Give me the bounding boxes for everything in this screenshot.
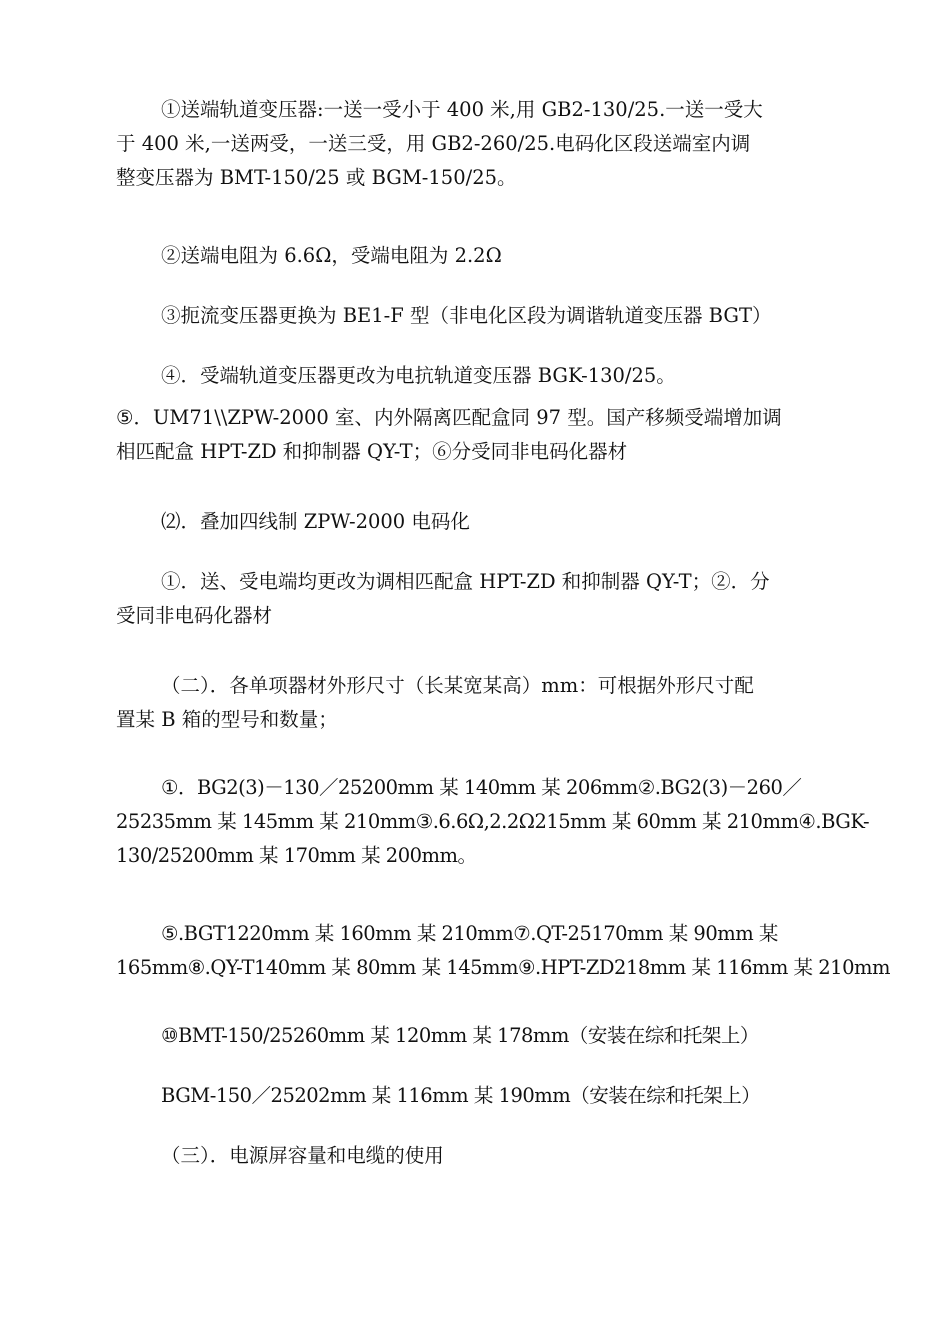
text-line: ①送端轨道变压器:一送一受小于 400 米,用 GB2-130/25.一送一受大 (161, 98, 763, 121)
paragraph-transmitter-transformer (116, 93, 832, 195)
paragraph-choke-transformer (116, 299, 832, 333)
text-line: ①．BG2(3)－130／25200mm 某 140mm 某 206mm②.BG2(3)－260／ (161, 776, 802, 799)
text-line: 整变压器为 BMT-150/25 或 BGM-150/25。 (116, 166, 517, 189)
text-line: ⑤.BGT1220mm 某 160mm 某 210mm⑦.QT-25170mm 某 90mm 某 (161, 922, 778, 945)
section-heading-power-cable (116, 1139, 832, 1173)
text-line: ①．送、受电端均更改为调相匹配盒 HPT-ZD 和抑制器 QY-T；②．分 (161, 570, 770, 593)
paragraph-bgm-dimensions (116, 1079, 832, 1113)
text-line: 165mm⑧.QY-T140mm 某 80mm 某 145mm⑨.HPT-ZD218mm 某 116mm 某 210mm (116, 956, 890, 979)
paragraph-um71-matching-box (116, 401, 832, 469)
section-heading-dimensions (116, 669, 832, 737)
paragraph-resistor-values (116, 239, 832, 273)
text-line: ⑤．UM71\\ZPW-2000 室、内外隔离匹配盒同 97 型。国产移频受端增加调 (116, 406, 782, 429)
text-line: 相匹配盒 HPT-ZD 和抑制器 QY-T；⑥分受同非电码化器材 (116, 440, 628, 463)
paragraph-receiver-transformer (116, 359, 832, 393)
text-line: ⑩BMT-150/25260mm 某 120mm 某 178mm（安装在综和托架上） (161, 1024, 759, 1047)
text-line: （二）．各单项器材外形尺寸（长某宽某高）mm：可根据外形尺寸配 (161, 674, 754, 697)
text-line: ④．受端轨道变压器更改为电抗轨道变压器 BGK-130/25。 (161, 364, 676, 387)
text-line: 于 400 米,一送两受，一送三受，用 GB2-260/25.电码化区段送端室内调 (116, 132, 751, 155)
paragraph-four-wire-heading (116, 505, 832, 539)
text-line: BGM-150／25202mm 某 116mm 某 190mm（安装在综和托架上） (161, 1084, 761, 1107)
paragraph-bmt-dimensions (116, 1019, 832, 1053)
text-line: 25235mm 某 145mm 某 210mm③.6.6Ω,2.2Ω215mm 某 60mm 某 210mm④.BGK- (116, 810, 870, 833)
text-line: ③扼流变压器更换为 BE1-F 型（非电化区段为调谐轨道变压器 BGT） (161, 304, 772, 327)
paragraph-dimensions-list-2 (116, 917, 890, 985)
text-line: ②送端电阻为 6.6Ω，受端电阻为 2.2Ω (161, 244, 502, 267)
text-line: （三）．电源屏容量和电缆的使用 (161, 1144, 444, 1167)
text-line: 置某 B 箱的型号和数量； (116, 708, 338, 731)
paragraph-send-receive-changes (116, 565, 832, 633)
text-line: 受同非电码化器材 (116, 604, 273, 627)
text-line: 130/25200mm 某 170mm 某 200mm。 (116, 844, 477, 867)
paragraph-dimensions-list-1 (116, 771, 870, 873)
text-line: ⑵．叠加四线制 ZPW-2000 电码化 (161, 510, 470, 533)
